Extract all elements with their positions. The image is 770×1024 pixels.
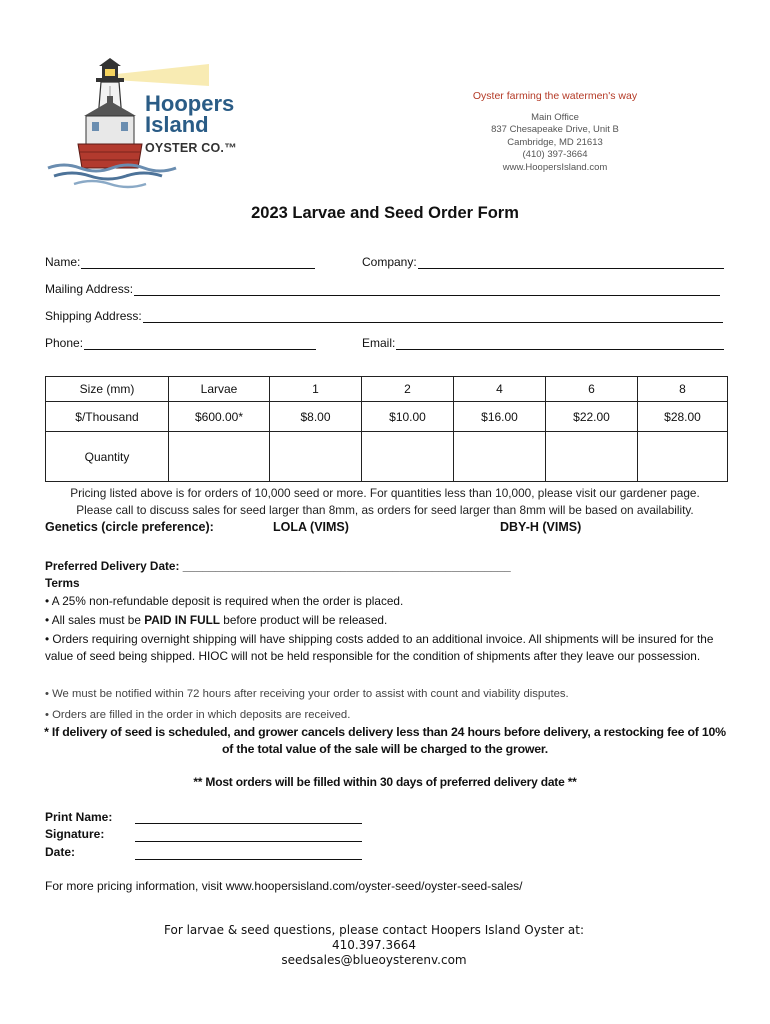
brand-line2: Island: [145, 112, 209, 137]
terms-paid-post: before product will be released.: [220, 613, 388, 627]
table-cell: 8: [638, 377, 728, 402]
genetics-option-dbyh[interactable]: DBY-H (VIMS): [500, 520, 582, 534]
email-line[interactable]: [396, 336, 724, 350]
terms-paid-pre: • All sales must be: [45, 613, 145, 627]
pricing-info-link[interactable]: For more pricing information, visit www.hoopersisland.com/oyster-seed/oyster-seed-sales/: [45, 879, 523, 893]
order-table: [45, 376, 728, 482]
email-label: Email:: [362, 336, 396, 350]
office-label: Main Office: [531, 111, 579, 123]
quantity-cell-larvae[interactable]: [169, 432, 270, 482]
table-cell: Larvae: [169, 377, 270, 402]
quantity-cell-1[interactable]: [270, 432, 362, 482]
terms-bullet-notify: • We must be notified within 72 hours after receiving your order to assist with count and viability disputes.: [45, 688, 569, 700]
table-cell: 6: [546, 377, 638, 402]
mailing-line[interactable]: [134, 282, 720, 296]
table-cell: $10.00: [362, 402, 454, 432]
terms-bullet-paid: [45, 612, 725, 629]
terms-heading: Terms: [45, 576, 80, 590]
thirty-day-note: ** Most orders will be filled within 30 days of preferred delivery date **: [193, 775, 577, 789]
office-info: [460, 90, 650, 174]
table-cell: 1: [270, 377, 362, 402]
genetics-option-lola[interactable]: LOLA (VIMS): [273, 520, 349, 534]
office-address1: 837 Chesapeake Drive, Unit B: [491, 124, 619, 135]
terms-bullet-deposit: • A 25% non-refundable deposit is required when the order is placed.: [45, 594, 404, 608]
call-note: Please call to discuss sales for seed larger than 8mm, as orders for seed larger than 8mm will be based on availability.: [76, 503, 694, 517]
brand-line3: OYSTER CO.™: [145, 141, 237, 155]
office-website: www.HoopersIsland.com: [502, 161, 608, 173]
company-line[interactable]: [418, 255, 724, 269]
pricing-note: Pricing listed above is for orders of 10,000 seed or more. For quantities less than 10,000, please visit our gardener page.: [70, 486, 700, 500]
phone-label: Phone:: [45, 336, 84, 350]
shipping-address-field[interactable]: [45, 309, 723, 323]
preferred-delivery-date[interactable]: Preferred Delivery Date: __________________________________________________: [45, 559, 511, 573]
page-title: 2023 Larvae and Seed Order Form: [251, 204, 519, 222]
table-cell: 4: [454, 377, 546, 402]
mailing-address-field[interactable]: [45, 282, 720, 296]
date-line[interactable]: [135, 858, 362, 860]
shipping-line[interactable]: [143, 309, 723, 323]
genetics-label: Genetics (circle preference):: [45, 520, 214, 534]
restocking-warning-line1: * If delivery of seed is scheduled, and grower cancels delivery less than 24 hours before delivery, a restocking fee of 10%: [44, 725, 726, 739]
phone-field[interactable]: [45, 336, 316, 350]
table-row: [46, 377, 728, 402]
contact-email[interactable]: seedsales@blueoysterenv.com: [281, 953, 467, 967]
brand-line1: Hoopers: [145, 91, 235, 116]
quantity-label: Quantity: [46, 432, 169, 482]
table-cell: $16.00: [454, 402, 546, 432]
table-row: [46, 432, 728, 482]
tagline: Oyster farming the watermen's way: [472, 90, 638, 102]
signature-label: Signature:: [45, 827, 105, 841]
restocking-warning-line2: of the total value of the sale will be charged to the grower.: [221, 742, 549, 756]
quantity-cell-6[interactable]: [546, 432, 638, 482]
email-field[interactable]: [362, 336, 724, 350]
table-cell: 2: [362, 377, 454, 402]
table-cell: $600.00*: [169, 402, 270, 432]
name-line[interactable]: [81, 255, 315, 269]
office-phone: (410) 397-3664: [522, 149, 588, 160]
table-cell: Size (mm): [46, 377, 169, 402]
contact-phone[interactable]: 410.397.3664: [332, 938, 416, 952]
signature-line[interactable]: [135, 840, 362, 842]
date-label: Date:: [45, 845, 76, 859]
name-label: Name:: [45, 255, 81, 269]
quantity-cell-4[interactable]: [454, 432, 546, 482]
phone-line[interactable]: [84, 336, 316, 350]
table-cell: $/Thousand: [46, 402, 169, 432]
table-cell: $28.00: [638, 402, 728, 432]
office-address2: Cambridge, MD 21613: [507, 136, 603, 148]
table-cell: $8.00: [270, 402, 362, 432]
print-name-line[interactable]: [135, 822, 362, 824]
company-field[interactable]: [362, 255, 724, 269]
table-cell: $22.00: [546, 402, 638, 432]
company-label: Company:: [362, 255, 417, 269]
table-row: [46, 402, 728, 432]
terms-bullet-shipping: • Orders requiring overnight shipping will have shipping costs added to an additional invoice. All shipments will be insured for the value of seed being shipped. HIOC will not be held responsible for the condition of shipments after they leave our possession.: [45, 632, 714, 663]
name-field[interactable]: [45, 255, 315, 269]
mailing-label: Mailing Address:: [45, 282, 134, 296]
terms-paid-bold: PAID IN FULL: [144, 613, 221, 627]
brand-name: [145, 93, 237, 159]
shipping-label: Shipping Address:: [45, 309, 142, 323]
contact-line: For larvae & seed questions, please contact Hoopers Island Oyster at:: [164, 923, 584, 937]
terms-bullet-order: • Orders are filled in the order in which deposits are received.: [45, 709, 351, 721]
print-name-label: Print Name:: [45, 810, 113, 824]
quantity-cell-8[interactable]: [638, 432, 728, 482]
quantity-cell-2[interactable]: [362, 432, 454, 482]
